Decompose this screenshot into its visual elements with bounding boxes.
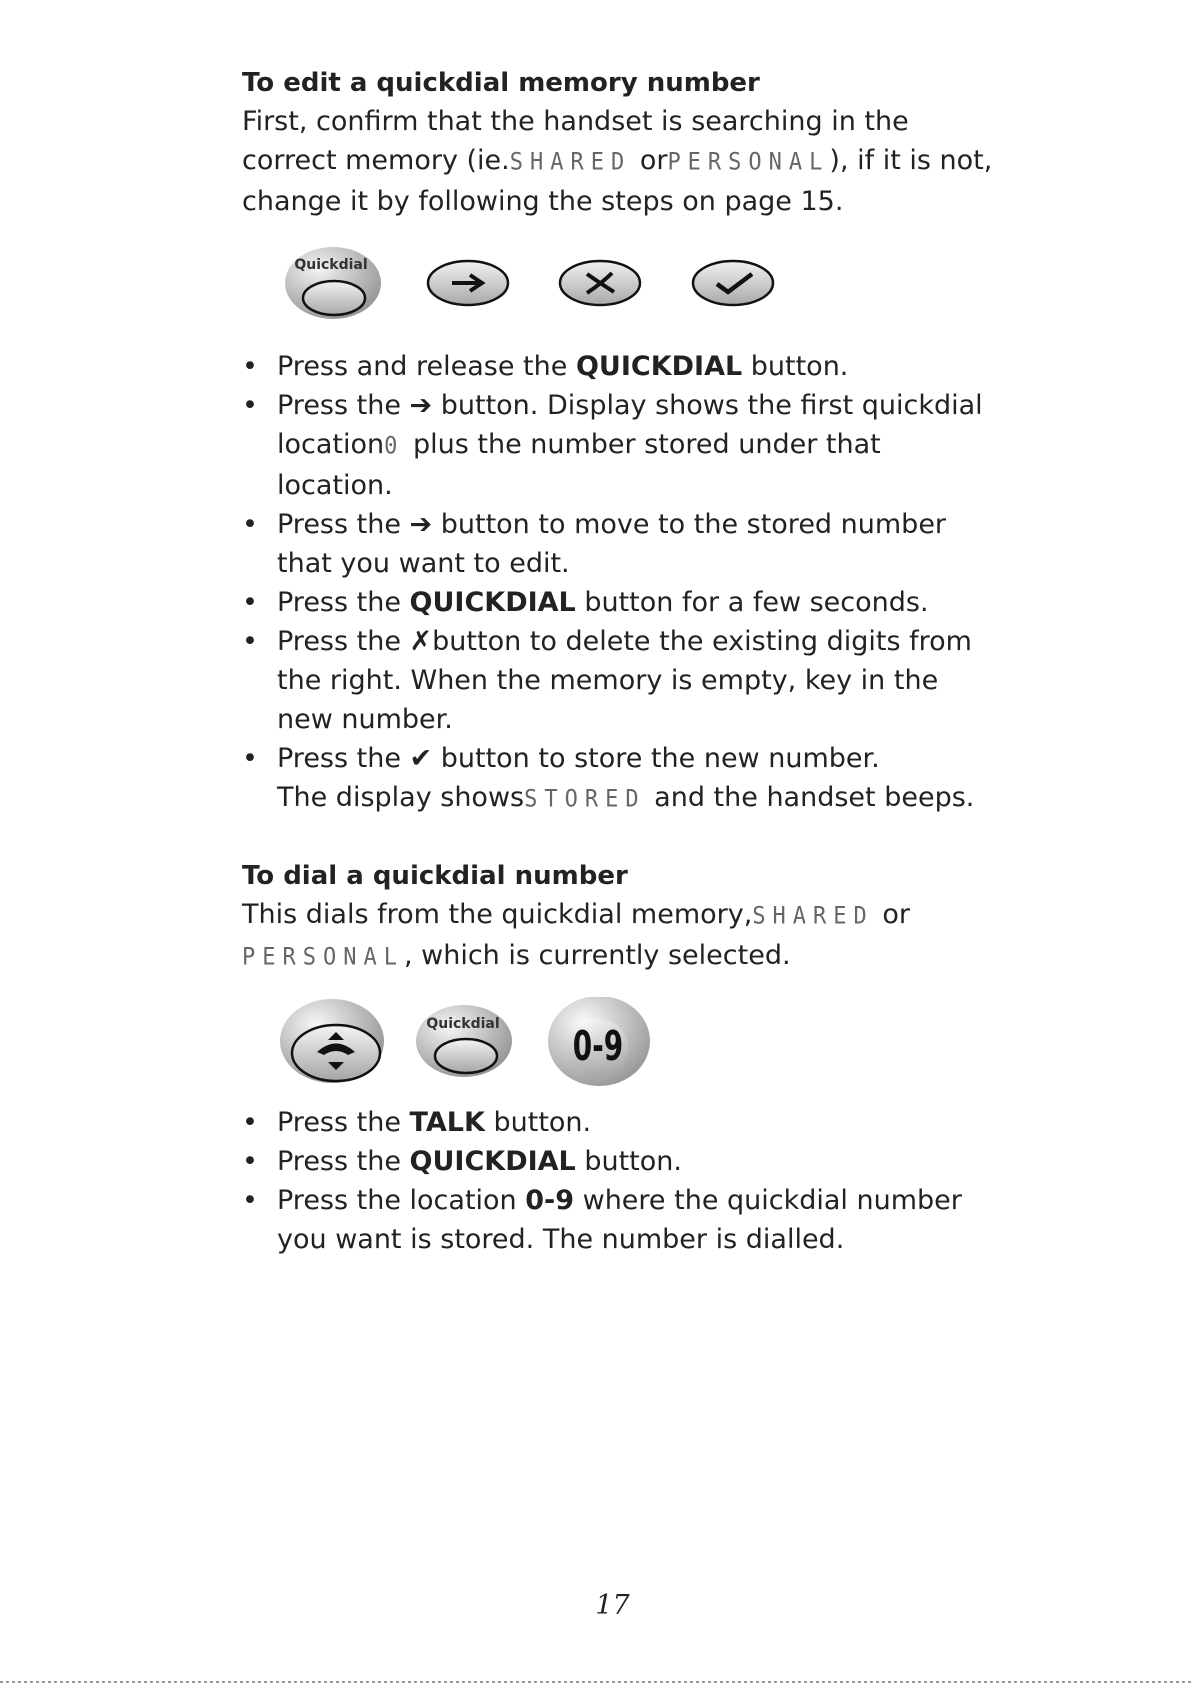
edit-button-graphics <box>242 243 1002 333</box>
dial-steps <box>242 1103 1002 1259</box>
lcd-shared: SHARED <box>509 148 632 177</box>
edit-button-row <box>242 243 1002 333</box>
edit-intro: First, confirm that the handset is searching in the correct memory (ie.SHARED orPERSONAL), if it is not, change it by following the steps on page 15. <box>242 106 993 217</box>
list-item: • Press the QUICKDIAL button for a few seconds. <box>242 587 929 618</box>
quickdial-button <box>285 247 381 319</box>
dial-heading: To dial a quickdial number <box>242 861 628 891</box>
digits-button <box>548 997 650 1086</box>
list-item: • Press the TALK button. <box>242 1107 592 1138</box>
list-item: • Press the ➔ button. Display shows the first quickdial location0 plus the number stored under that location. <box>242 390 983 501</box>
dial-button-row <box>242 997 1002 1097</box>
delete-button <box>560 261 640 305</box>
list-item: • Press the ➔ button to move to the stored number that you want to edit. <box>242 509 947 579</box>
lcd-personal: PERSONAL <box>242 943 404 972</box>
page-number: 17 <box>595 1590 630 1621</box>
list-item: • Press the location 0-9 where the quickdial number you want is stored. The number is dialled. <box>242 1185 962 1255</box>
page-content <box>242 66 1002 1259</box>
ok-button <box>693 261 773 305</box>
quickdial-label: Quickdial <box>426 1016 500 1032</box>
digits-label: 0-9 <box>572 1023 624 1071</box>
lcd-shared: SHARED <box>752 902 874 931</box>
lcd-personal: PERSONAL <box>667 148 830 177</box>
dial-button-graphics <box>242 997 1002 1097</box>
quickdial-button <box>416 1005 512 1077</box>
lcd-location: 0 <box>384 432 405 461</box>
arrow-right-button <box>428 261 508 305</box>
talk-button <box>280 999 384 1083</box>
edit-steps <box>242 347 1002 819</box>
quickdial-label: Quickdial <box>294 257 368 273</box>
page-bottom-rule <box>0 1681 1192 1683</box>
list-item: • Press the ✗button to delete the existing digits from the right. When the memory is empty, key in the new number. <box>242 626 972 735</box>
list-item: • Press the ✔ button to store the new number. The display showsSTORED and the handset beeps. <box>242 739 1002 819</box>
list-item: • Press and release the QUICKDIAL button. <box>242 351 849 382</box>
dial-intro: This dials from the quickdial memory,SHARED or PERSONAL, which is currently selected. <box>242 895 1002 977</box>
list-item: • Press the QUICKDIAL button. <box>242 1146 682 1177</box>
edit-heading: To edit a quickdial memory number <box>242 68 760 98</box>
lcd-stored: STORED <box>524 785 646 814</box>
